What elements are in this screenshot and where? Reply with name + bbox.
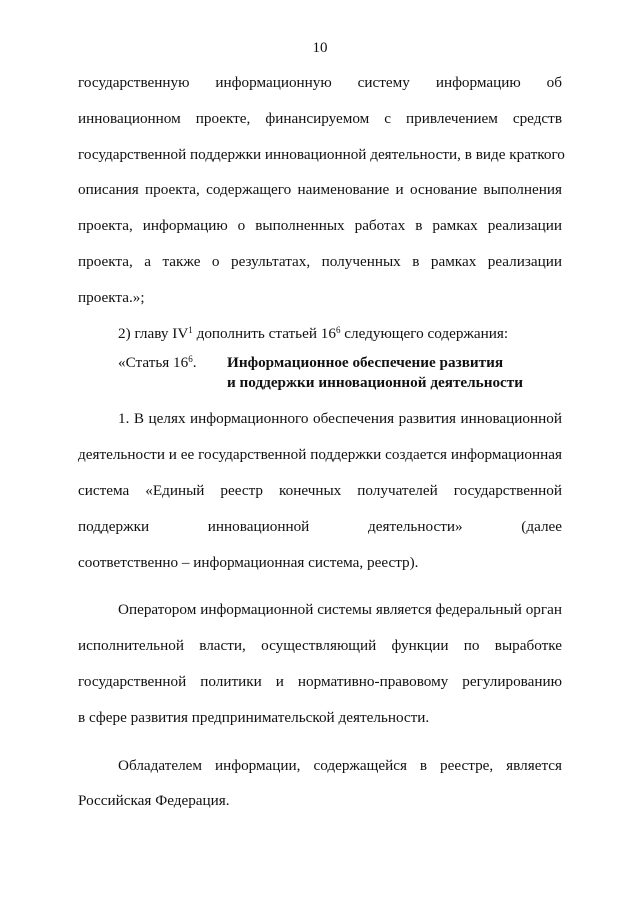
article-label (118, 353, 197, 373)
item2-text-part3: следующего содержания: (340, 324, 509, 342)
paragraph-operator (78, 592, 562, 735)
paragraph-spacer (78, 580, 562, 592)
article-title (227, 353, 523, 393)
item2-text-part1: 2) главу IV (118, 324, 189, 342)
paragraph-continuation (78, 65, 565, 316)
text-line: описания проекта, содержащего наименование и основание выполнения (78, 181, 562, 199)
text-line: исполнительной власти, осуществляющий функции по выработке (78, 637, 562, 655)
paragraph-owner (78, 748, 562, 820)
item2-superscript-2: 6 (335, 324, 341, 335)
text-line: 1. В целях информационного обеспечения развития инновационной (118, 410, 562, 428)
document-body (78, 65, 565, 819)
item2-text-part2: дополнить статьей 16 (192, 324, 336, 342)
article-title-line: Информационное обеспечение развития (227, 354, 504, 372)
text-line: государственной поддержки инновационной деятельности, в виде краткого (78, 145, 565, 163)
article-label-prefix: «Статья 16 (118, 354, 189, 372)
amendment-item-2 (78, 316, 562, 352)
text-line: Оператором информационной системы является федеральный орган (118, 601, 562, 619)
article-title-line: и поддержки инновационной деятельности (227, 374, 524, 392)
text-line: проекта.»; (78, 288, 145, 306)
text-line: Российская Федерация. (78, 792, 230, 810)
text-line: проекта, а также о результатах, полученных в рамках реализации (78, 252, 562, 270)
text-line: проекта, информацию о выполненных работах в рамках реализации (78, 217, 562, 235)
text-line: государственную информационную систему информацию об (78, 74, 562, 91)
article-label-superscript: 6 (188, 354, 193, 365)
page-number: 10 (312, 40, 328, 56)
paragraph-clause-1 (78, 401, 562, 580)
article-label-suffix: . (192, 354, 197, 372)
text-line: Обладателем информации, содержащейся в реестре, является (118, 756, 562, 774)
text-line: деятельности и ее государственной поддержки создается информационная (78, 446, 562, 464)
paragraph-spacer (78, 736, 562, 748)
text-line: государственной политики и нормативно-правовому регулированию (78, 672, 562, 690)
text-line: система «Единый реестр конечных получателей государственной (78, 481, 562, 499)
article-heading (78, 353, 562, 401)
item2-superscript-1: 1 (188, 324, 193, 335)
text-line: инновационном проекте, финансируемом с привлечением средств (78, 109, 562, 127)
text-line: поддержки инновационной деятельности» (далее (78, 517, 562, 535)
text-line: в сфере развития предпринимательской деятельности. (78, 708, 430, 726)
text-line: соответственно – информационная система, реестр). (78, 553, 419, 571)
